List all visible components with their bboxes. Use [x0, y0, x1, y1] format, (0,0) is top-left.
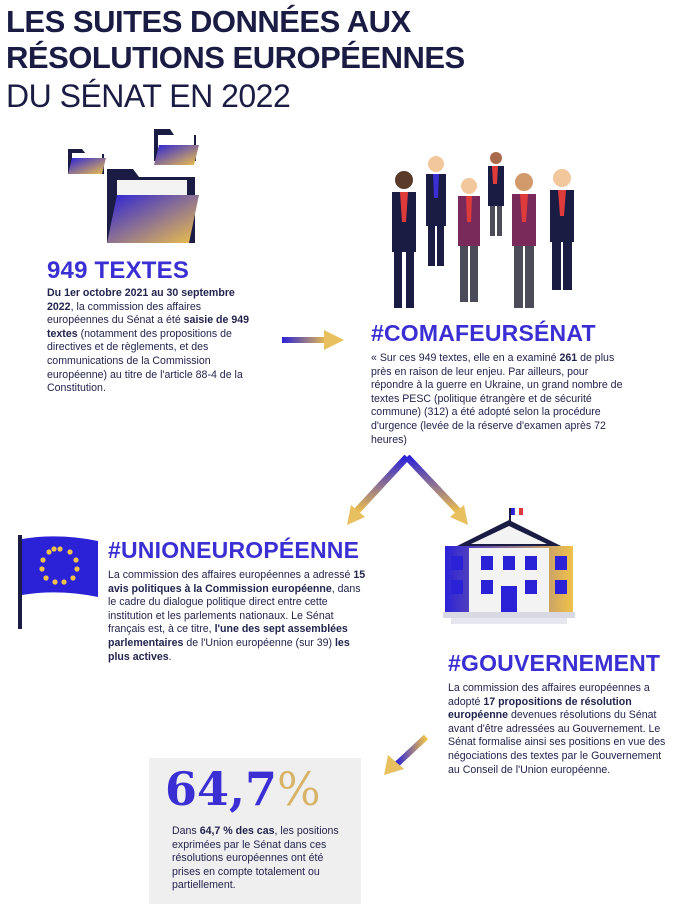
stat-number: 64,7: [165, 762, 278, 816]
textes-heading: 949 TEXTES: [47, 257, 190, 284]
government-building-icon: [443, 506, 575, 630]
ue-text-a: La commission des affaires européennes a adressé: [108, 569, 354, 581]
ue-actives: les plus actives: [108, 636, 350, 663]
gouv-propositions: 17 propositions de résolution européenne: [448, 695, 632, 722]
stat-cas: 64,7 % des cas: [199, 825, 275, 837]
textes-text-b: (notamment des propositions de directives et de règlements, et des communications de la Commission européenne) au titre de l'article 88-4 de la Constitution.: [47, 327, 243, 395]
gouv-text-b: devenues résolutions du Sénat avant d'être adressées au Gouvernement. Le Sénat formalise ainsi ses positions en vue des négociations des textes par le Gouvernement au Conseil de l'Union européenne.: [448, 709, 666, 776]
ue-avis: 15 avis politiques à la Commission européenne: [108, 569, 366, 595]
arrow-down-left-icon: [382, 733, 430, 777]
arrow-right-icon: [282, 330, 344, 350]
stat-text-b: , les positions exprimées par le Sénat dans ces résolutions européennes ont été prises en compte totalement ou partiellement.: [172, 825, 339, 892]
comafeur-count: 261: [559, 352, 578, 364]
stat-text-a: Dans: [172, 825, 200, 837]
textes-text-a: , la commission des affaires européennes du Sénat a été: [47, 300, 202, 327]
eu-flag-icon: [18, 535, 100, 629]
gouv-text-a: La commission des affaires européennes a adopté: [448, 682, 650, 708]
textes-dates: Du 1er octobre 2021 au 30 septembre 2022: [47, 287, 235, 313]
gouv-paragraph: [448, 682, 672, 777]
textes-count: saisie de 949 textes: [47, 314, 250, 340]
ue-heading: #UNIONEUROPÉENNE: [108, 537, 360, 563]
comafeur-paragraph: [371, 352, 626, 447]
ue-text-d: .: [168, 650, 172, 663]
senators-icon: [384, 150, 584, 320]
stat-percent: %: [277, 762, 321, 816]
comafeur-text-b: de plus près en raison de leur enjeu. Par ailleurs, pour répondre à la guerre en Ukraine, un grand nombre de textes PESC (politique étrangère et de sécurité commune) (312) a été adopté selon la procédure d'urgence (levée de la réserve d'examen après 72 heures): [371, 352, 623, 446]
folders-icon: [62, 125, 212, 250]
comafeur-heading: #COMAFEURSÉNAT: [371, 320, 596, 346]
textes-paragraph: [47, 287, 257, 396]
ue-paragraph: [108, 569, 368, 664]
page-subtitle: DU SÉNAT EN 2022: [6, 78, 291, 114]
page-title-line2: RÉSOLUTIONS EUROPÉENNES: [6, 40, 465, 75]
stat-paragraph: [172, 825, 344, 893]
ue-sept: l'une des sept assemblées parlementaires: [108, 623, 348, 649]
ue-text-b: , dans le cadre du dialogue politique direct entre cette institution et les parlements nationaux. Le Sénat français est, à ce titre,: [108, 582, 361, 636]
stat-value: [165, 762, 321, 816]
ue-text-c: de l'Union européenne (sur 39): [183, 636, 335, 649]
comafeur-text-a: « Sur ces 949 textes, elle en a examiné: [371, 352, 560, 364]
gouv-heading: #GOUVERNEMENT: [448, 650, 661, 676]
page-title-line1: LES SUITES DONNÉES AUX: [6, 4, 411, 39]
